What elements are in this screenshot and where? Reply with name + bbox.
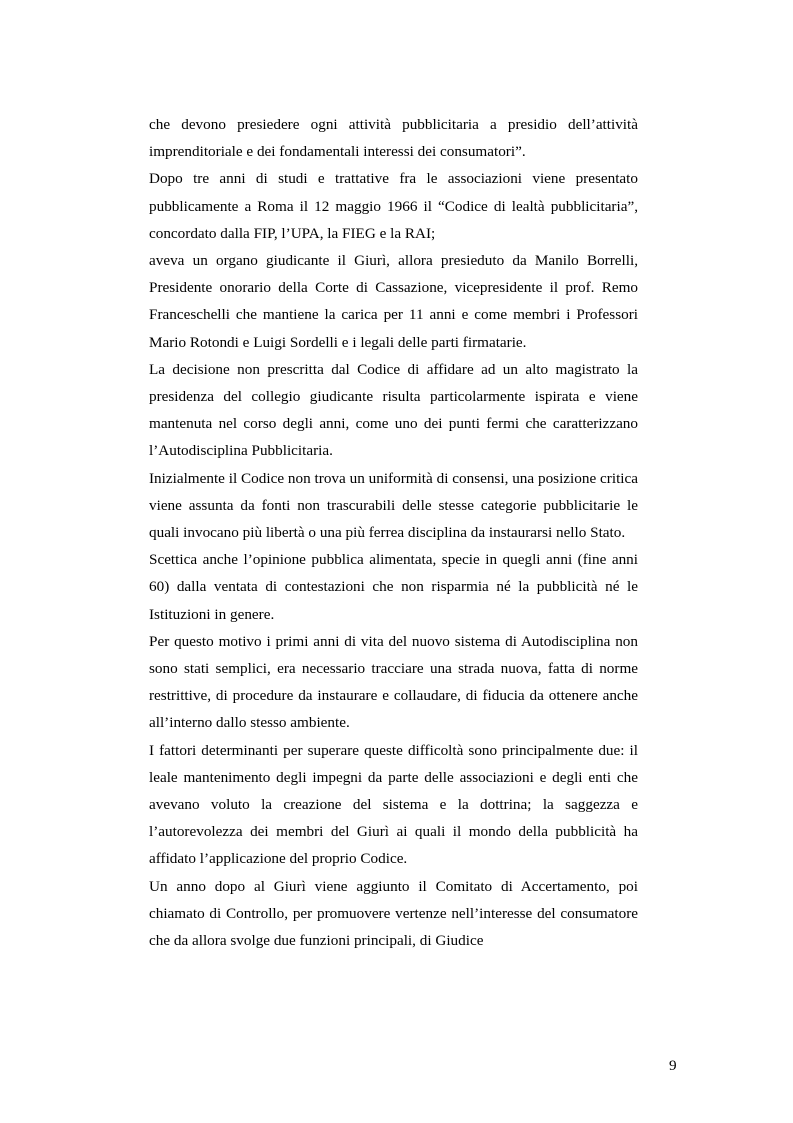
paragraph: Inizialmente il Codice non trova un uniformità di consensi, una posizione critica viene assunta da fonti non trascurabili delle stesse categorie pubblicitarie le quali invocano più libertà o una più ferrea disciplina da instaurarsi nello Stato. bbox=[149, 469, 638, 542]
paragraph: che devono presiedere ogni attività pubblicitaria a presidio dell’attività imprenditoriale e dei fondamentali interessi dei consumatori”. bbox=[149, 116, 638, 161]
body-text bbox=[149, 111, 638, 954]
paragraph: Per questo motivo i primi anni di vita del nuovo sistema di Autodisciplina non sono stati semplici, era necessario tracciare una strada nuova, fatta di norme restrittive, di procedure da instaurare e collaudare, di fiducia da ottenere anche all’interno dallo stesso ambiente. bbox=[149, 632, 638, 732]
paragraph: I fattori determinanti per superare queste difficoltà sono principalmente due: il leale mantenimento degli impegni da parte delle associazioni e degli enti che avevano voluto la creazione del sistema e la dottrina; la saggezza e l’autorevolezza dei membri del Giurì ai quali il mondo della pubblicità ha affidato l’applicazione del proprio Codice. bbox=[149, 741, 638, 868]
paragraph: Un anno dopo al Giurì viene aggiunto il Comitato di Accertamento, poi chiamato di Controllo, per promuovere vertenze nell’interesse del consumatore che da allora svolge due funzioni principali, di Giudice bbox=[149, 877, 638, 950]
page-number: 9 bbox=[669, 1057, 677, 1074]
paragraph: Dopo tre anni di studi e trattative fra le associazioni viene presentato pubblicamente a Roma il 12 maggio 1966 il “Codice di lealtà pubblicitaria”, concordato dalla FIP, l’UPA, la FIEG e la RAI; bbox=[149, 170, 638, 242]
paragraph: aveva un organo giudicante il Giurì, allora presieduto da Manilo Borrelli, Presidente onorario della Corte di Cassazione, vicepresidente il prof. Remo Franceschelli che mantiene la carica per 11 anni e come membri i Professori Mario Rotondi e Luigi Sordelli e i legali delle parti firmatarie. bbox=[149, 252, 638, 351]
paragraph: Scettica anche l’opinione pubblica alimentata, specie in quegli anni (fine anni 60) dalla ventata di contestazioni che non risparmia né la pubblicità né le Istituzioni in genere. bbox=[149, 551, 638, 623]
paragraph: La decisione non prescritta dal Codice di affidare ad un alto magistrato la presidenza del collegio giudicante risulta particolarmente ispirata e viene mantenuta nel corso degli anni, come uno dei punti fermi che caratterizzano l’Autodisciplina Pubblicitaria. bbox=[149, 360, 638, 460]
